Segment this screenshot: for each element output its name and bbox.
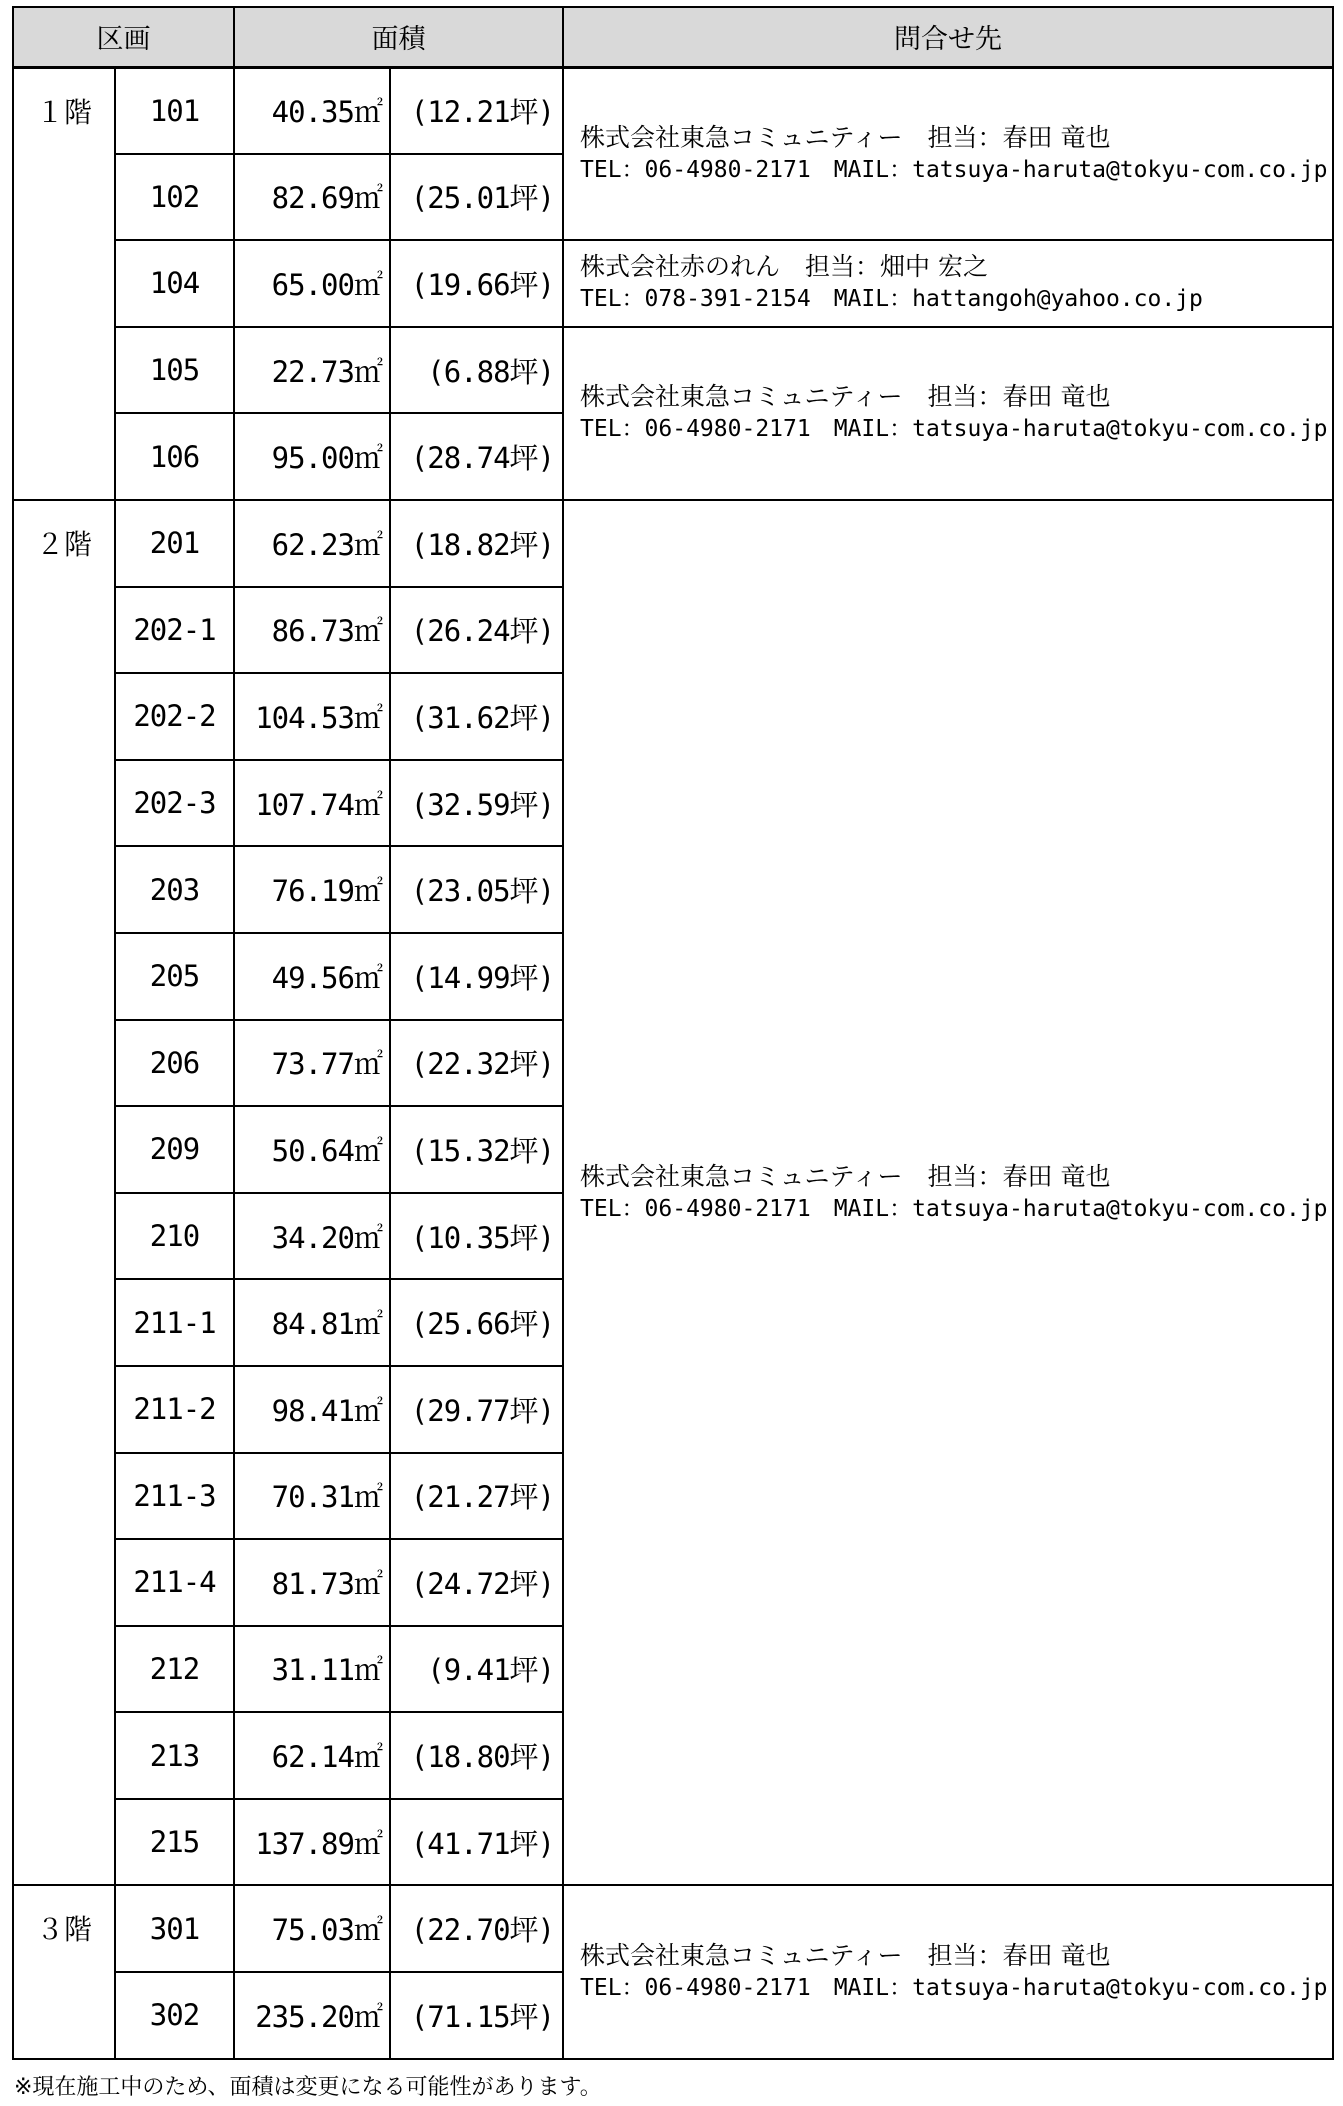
unit-area-sqm: 22.73㎡	[234, 327, 390, 414]
unit-area-tsubo: (21.27坪)	[390, 1453, 563, 1540]
unit-area-sqm: 104.53㎡	[234, 673, 390, 760]
contact-tel-mail: TEL：06-4980-2171 MAIL：tatsuya-haruta@tokyu-com.co.jp	[580, 416, 1328, 443]
floor-label-1f: １階	[13, 67, 115, 500]
unit-area-tsubo: (19.66坪)	[390, 240, 563, 327]
unit-id: 105	[115, 327, 234, 414]
unit-area-tsubo: (15.32坪)	[390, 1106, 563, 1193]
unit-id: 210	[115, 1193, 234, 1280]
table-row	[13, 240, 1333, 327]
unit-area-tsubo: (28.74坪)	[390, 413, 563, 500]
unit-area-tsubo: (18.82坪)	[390, 500, 563, 587]
unit-area-tsubo: (31.62坪)	[390, 673, 563, 760]
unit-area-sqm: 49.56㎡	[234, 933, 390, 1020]
unit-area-tsubo: (14.99坪)	[390, 933, 563, 1020]
contact-tel-mail: TEL：06-4980-2171 MAIL：tatsuya-haruta@tokyu-com.co.jp	[580, 1975, 1328, 2002]
contact-company: 株式会社東急コミュニティー 担当：春田 竜也	[580, 1941, 1111, 1971]
unit-area-tsubo: (9.41坪)	[390, 1626, 563, 1713]
unit-area-tsubo: (26.24坪)	[390, 587, 563, 674]
unit-id: 211-1	[115, 1279, 234, 1366]
unit-area-tsubo: (41.71坪)	[390, 1799, 563, 1886]
contact-tokyu	[563, 67, 1333, 240]
unit-area-tsubo: (22.70坪)	[390, 1885, 563, 1972]
unit-area-tsubo: (25.01坪)	[390, 154, 563, 241]
contact-tel-mail: TEL：06-4980-2171 MAIL：tatsuya-haruta@tokyu-com.co.jp	[580, 156, 1328, 183]
unit-area-tsubo: (22.32坪)	[390, 1020, 563, 1107]
unit-area-sqm: 84.81㎡	[234, 1279, 390, 1366]
contact-tel-mail: TEL：06-4980-2171 MAIL：tatsuya-haruta@tokyu-com.co.jp	[580, 1195, 1328, 1222]
unit-area-sqm: 82.69㎡	[234, 154, 390, 241]
unit-area-tsubo: (29.77坪)	[390, 1366, 563, 1453]
unit-area-sqm: 137.89㎡	[234, 1799, 390, 1886]
unit-area-sqm: 81.73㎡	[234, 1539, 390, 1626]
unit-area-tsubo: (32.59坪)	[390, 760, 563, 847]
unit-id: 211-4	[115, 1539, 234, 1626]
unit-id: 215	[115, 1799, 234, 1886]
unit-area-sqm: 73.77㎡	[234, 1020, 390, 1107]
unit-id: 209	[115, 1106, 234, 1193]
unit-area-tsubo: (23.05坪)	[390, 846, 563, 933]
table-row	[13, 1885, 1333, 1972]
contact-company: 株式会社東急コミュニティー 担当：春田 竜也	[580, 1161, 1111, 1191]
unit-area-tsubo: (6.88坪)	[390, 327, 563, 414]
floor-label-3f: ３階	[13, 1885, 115, 2058]
unit-area-sqm: 31.11㎡	[234, 1626, 390, 1713]
contact-tokyu	[563, 327, 1333, 500]
unit-id: 104	[115, 240, 234, 327]
unit-id: 302	[115, 1972, 234, 2059]
contact-company: 株式会社東急コミュニティー 担当：春田 竜也	[580, 382, 1111, 412]
unit-area-tsubo: (25.66坪)	[390, 1279, 563, 1366]
unit-id: 211-2	[115, 1366, 234, 1453]
table-row	[13, 500, 1333, 587]
contact-company: 株式会社東急コミュニティー 担当：春田 竜也	[580, 122, 1111, 152]
contact-akanoren	[563, 240, 1333, 327]
unit-area-sqm: 76.19㎡	[234, 846, 390, 933]
table-row	[13, 327, 1333, 414]
unit-id: 201	[115, 500, 234, 587]
unit-area-sqm: 235.20㎡	[234, 1972, 390, 2059]
contact-header: 問合せ先	[563, 7, 1333, 67]
unit-area-sqm: 62.23㎡	[234, 500, 390, 587]
unit-id: 212	[115, 1626, 234, 1713]
unit-id: 206	[115, 1020, 234, 1107]
unit-area-tsubo: (12.21坪)	[390, 67, 563, 154]
unit-id: 202-1	[115, 587, 234, 674]
contact-tokyu	[563, 1885, 1333, 2058]
area-header: 面積	[234, 7, 563, 67]
unit-id: 203	[115, 846, 234, 933]
unit-id: 101	[115, 67, 234, 154]
unit-id: 213	[115, 1712, 234, 1799]
unit-table	[12, 6, 1334, 2060]
unit-area-tsubo: (71.15坪)	[390, 1972, 563, 2059]
unit-area-sqm: 98.41㎡	[234, 1366, 390, 1453]
table-row	[13, 67, 1333, 154]
unit-id: 211-3	[115, 1453, 234, 1540]
floor-label-2f: ２階	[13, 500, 115, 1886]
unit-area-tsubo: (24.72坪)	[390, 1539, 563, 1626]
unit-area-sqm: 40.35㎡	[234, 67, 390, 154]
unit-area-sqm: 62.14㎡	[234, 1712, 390, 1799]
unit-id: 202-3	[115, 760, 234, 847]
unit-area-tsubo: (18.80坪)	[390, 1712, 563, 1799]
contact-company: 株式会社赤のれん 担当：畑中 宏之	[580, 252, 988, 282]
unit-area-sqm: 34.20㎡	[234, 1193, 390, 1280]
unit-area-sqm: 65.00㎡	[234, 240, 390, 327]
unit-area-sqm: 86.73㎡	[234, 587, 390, 674]
table-header-row	[13, 7, 1333, 67]
unit-id: 106	[115, 413, 234, 500]
contact-tokyu	[563, 500, 1333, 1886]
unit-area-sqm: 50.64㎡	[234, 1106, 390, 1193]
unit-id: 301	[115, 1885, 234, 1972]
unit-area-sqm: 75.03㎡	[234, 1885, 390, 1972]
section-header: 区画	[13, 7, 234, 67]
unit-area-sqm: 107.74㎡	[234, 760, 390, 847]
unit-area-sqm: 95.00㎡	[234, 413, 390, 500]
contact-tel-mail: TEL：078-391-2154 MAIL：hattangoh@yahoo.co.jp	[580, 286, 1203, 313]
unit-id: 205	[115, 933, 234, 1020]
footnote: ※現在施工中のため、面積は変更になる可能性があります。	[14, 2075, 602, 2100]
unit-area-tsubo: (10.35坪)	[390, 1193, 563, 1280]
unit-id: 102	[115, 154, 234, 241]
unit-id: 202-2	[115, 673, 234, 760]
unit-area-sqm: 70.31㎡	[234, 1453, 390, 1540]
